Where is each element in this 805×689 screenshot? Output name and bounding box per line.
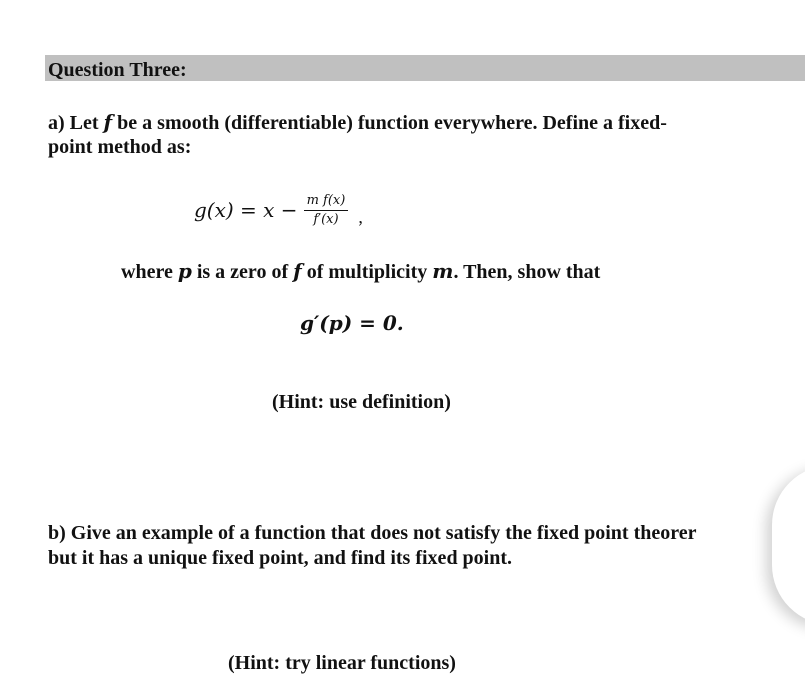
part-a-line-1 xyxy=(48,110,667,135)
where-line xyxy=(121,259,600,284)
where-mid2: of multiplicity xyxy=(301,261,433,283)
where-m: m xyxy=(432,259,454,283)
result-equation: g′(p) = 0. xyxy=(300,311,404,335)
part-b-line-2: but it has a unique fixed point, and find its fixed point. xyxy=(48,547,513,569)
floating-scroll-handle[interactable] xyxy=(772,465,805,625)
formula-fraction xyxy=(304,193,349,228)
part-a-line-1-suffix: be a smooth (differentiable) function everywhere. Define a fixed- xyxy=(112,112,667,134)
where-mid: is a zero of xyxy=(191,261,294,283)
part-a-line-1-f: f xyxy=(103,110,113,134)
part-a-line-1-prefix: a) Let xyxy=(48,112,104,134)
question-title: Question Three: xyxy=(48,59,187,81)
where-prefix: where xyxy=(121,261,178,283)
formula-numerator: m f(x) xyxy=(304,193,349,211)
part-b-hint: (Hint: try linear functions) xyxy=(228,652,456,674)
part-a-hint: (Hint: use definition) xyxy=(272,391,451,413)
part-a-line-2: point method as: xyxy=(48,136,192,158)
where-suffix: . Then, show that xyxy=(453,261,601,283)
part-b-line-1: b) Give an example of a function that does not satisfy the fixed point theorer xyxy=(48,522,697,544)
formula-comma: , xyxy=(358,206,363,227)
formula-lhs: g(x) = x − xyxy=(194,198,298,222)
where-p: p xyxy=(177,259,192,283)
where-f: f xyxy=(293,259,302,283)
formula-denominator: f′(x) xyxy=(313,211,339,227)
fixed-point-formula xyxy=(194,185,363,235)
